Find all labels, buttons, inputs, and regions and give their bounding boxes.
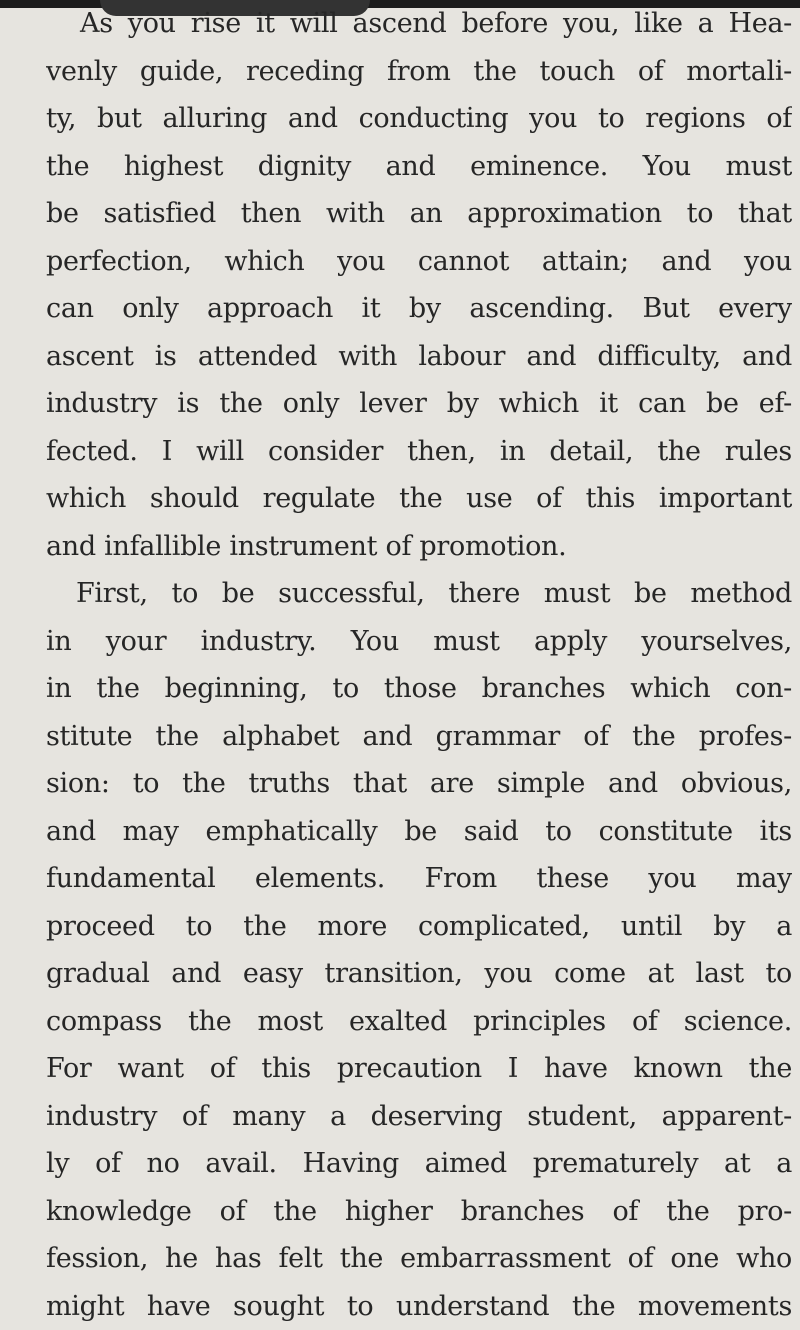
text-line: As you rise it will ascend before you, like a Hea- <box>46 0 792 48</box>
text-line: perfection, which you cannot attain; and you <box>46 238 792 286</box>
text-line: stitute the alphabet and grammar of the profes- <box>46 713 792 761</box>
text-line: proceed to the more complicated, until by a <box>46 903 792 951</box>
text-line: and may emphatically be said to constitute its <box>46 808 792 856</box>
text-line: fundamental elements. From these you may <box>46 855 792 903</box>
text-line: ly of no avail. Having aimed prematurely at a <box>46 1140 792 1188</box>
text-line: industry of many a deserving student, apparent- <box>46 1093 792 1141</box>
text-line: compass the most exalted principles of science. <box>46 998 792 1046</box>
text-line: knowledge of the higher branches of the pro- <box>46 1188 792 1236</box>
text-line: industry is the only lever by which it can be ef- <box>46 380 792 428</box>
text-line: venly guide, receding from the touch of mortali- <box>46 48 792 96</box>
text-line: be satisfied then with an approximation to that <box>46 190 792 238</box>
text-line: might have sought to understand the movements <box>46 1283 792 1330</box>
text-line: fected. I will consider then, in detail, the rules <box>46 428 792 476</box>
text-line: For want of this precaution I have known the <box>46 1045 792 1093</box>
text-line: First, to be successful, there must be method <box>46 570 792 618</box>
text-line: ascent is attended with labour and difficulty, and <box>46 333 792 381</box>
page-text <box>46 0 792 1330</box>
text-line: in your industry. You must apply yourselves, <box>46 618 792 666</box>
text-line: sion: to the truths that are simple and obvious, <box>46 760 792 808</box>
text-line: can only approach it by ascending. But every <box>46 285 792 333</box>
text-line: fession, he has felt the embarrassment of one who <box>46 1235 792 1283</box>
text-line: ty, but alluring and conducting you to regions of <box>46 95 792 143</box>
text-line: and infallible instrument of promotion. <box>46 523 792 571</box>
text-line: which should regulate the use of this important <box>46 475 792 523</box>
text-line: gradual and easy transition, you come at last to <box>46 950 792 998</box>
text-line: the highest dignity and eminence. You must <box>46 143 792 191</box>
text-line: in the beginning, to those branches which con- <box>46 665 792 713</box>
